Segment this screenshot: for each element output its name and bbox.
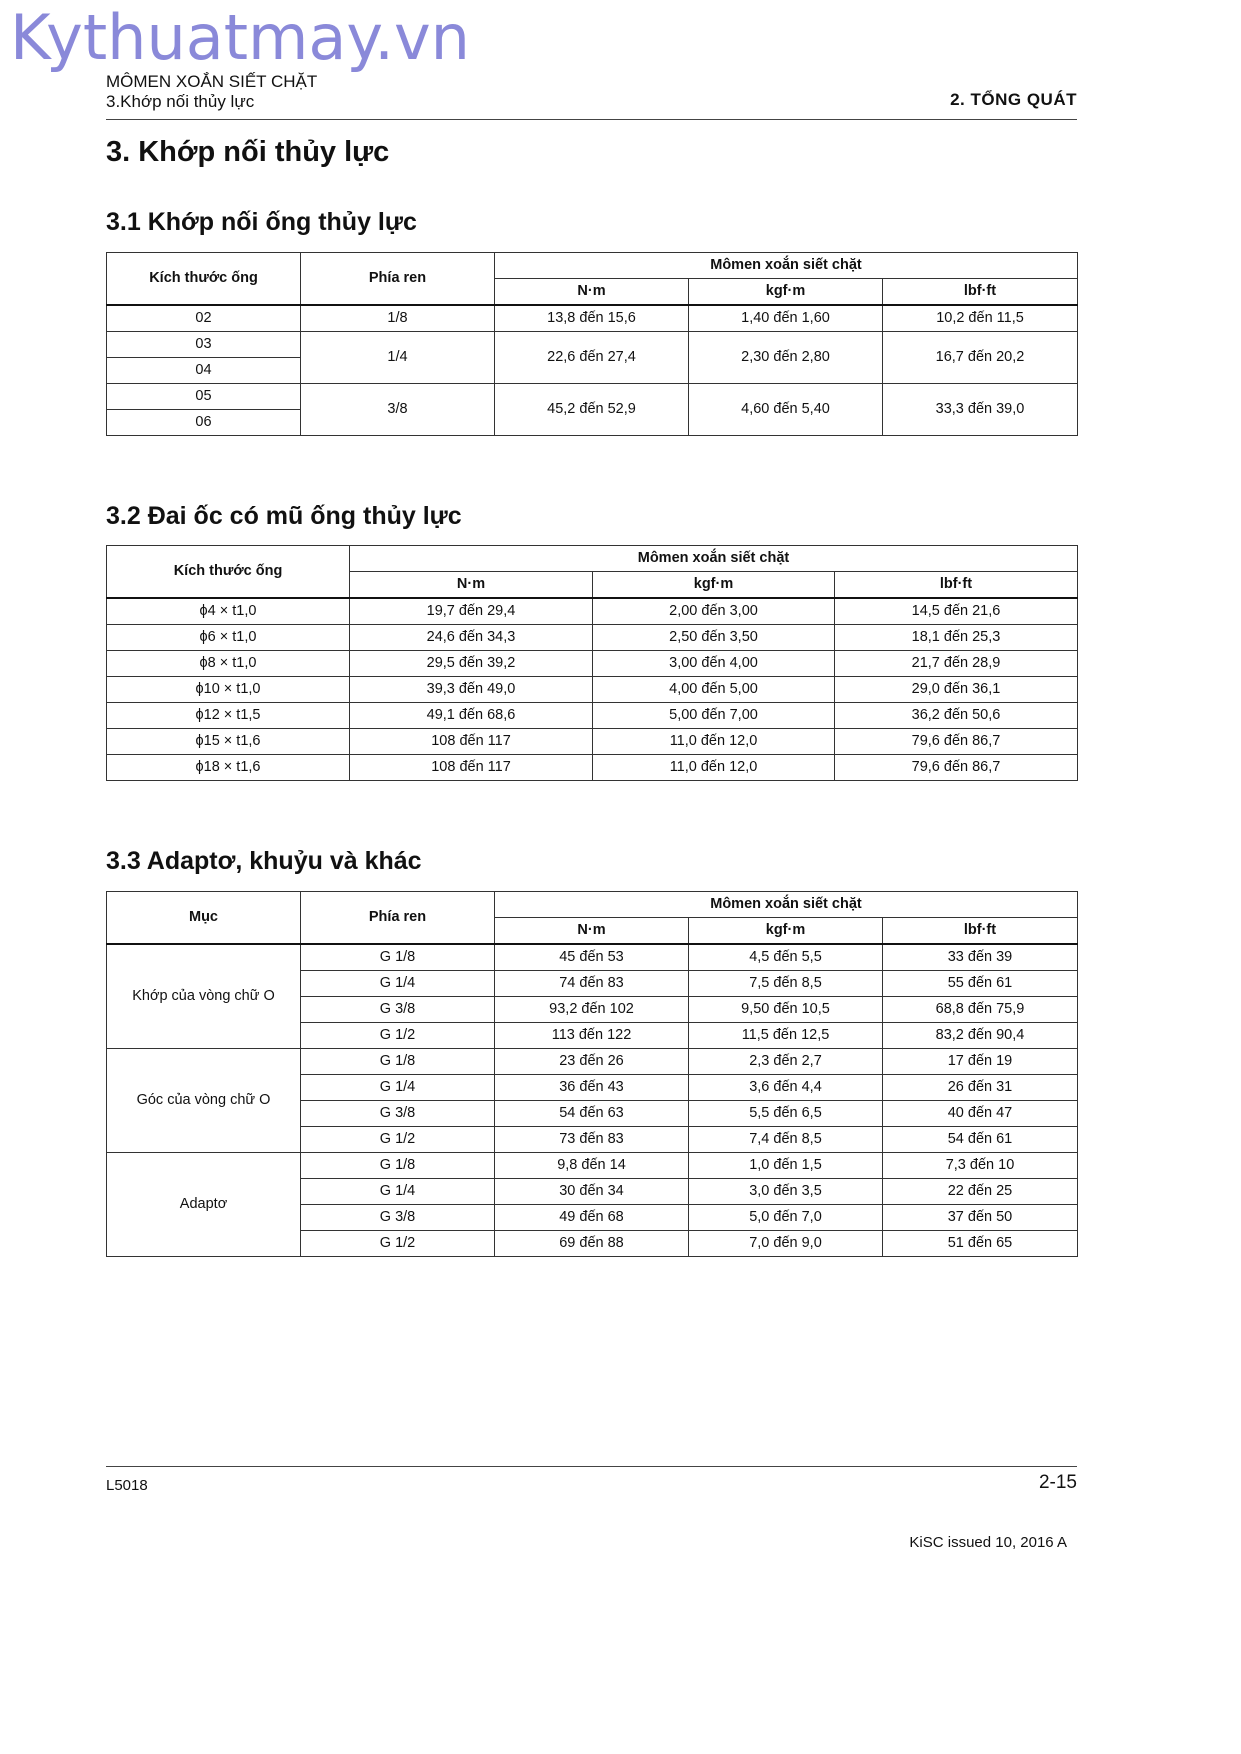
table-row: [107, 598, 1078, 625]
pipe-size-cell: ϕ6 × t1,0: [107, 625, 350, 651]
item-cell: Khớp của vòng chữ O: [107, 944, 301, 1049]
torque-lbfft-cell: 79,6 đến 86,7: [835, 755, 1078, 781]
torque-lbfft-cell: 40 đến 47: [883, 1101, 1078, 1127]
column-header-item: Mục: [107, 892, 301, 945]
header-chapter: MÔMEN XOẮN SIẾT CHẶT: [106, 72, 318, 91]
thread-cell: 1/4: [301, 332, 495, 384]
thread-cell: G 1/2: [301, 1127, 495, 1153]
pipe-size-cell: ϕ15 × t1,6: [107, 729, 350, 755]
item-cell: Adaptơ: [107, 1153, 301, 1257]
torque-nm-cell: 23 đến 26: [495, 1049, 689, 1075]
pipe-size-cell: ϕ18 × t1,6: [107, 755, 350, 781]
header-subsection: 3.Khớp nối thủy lực: [106, 92, 255, 111]
pipe-size-cell: ϕ10 × t1,0: [107, 677, 350, 703]
torque-nm-cell: 30 đến 34: [495, 1179, 689, 1205]
torque-lbfft-cell: 14,5 đến 21,6: [835, 598, 1078, 625]
unit-header-lbfft: lbf·ft: [883, 918, 1078, 945]
torque-nm-cell: 39,3 đến 49,0: [350, 677, 593, 703]
thread-cell: 1/8: [301, 305, 495, 332]
torque-nm-cell: 22,6 đến 27,4: [495, 332, 689, 384]
thread-cell: G 3/8: [301, 1205, 495, 1231]
torque-nm-cell: 36 đến 43: [495, 1075, 689, 1101]
torque-kgfm-cell: 9,50 đến 10,5: [689, 997, 883, 1023]
torque-kgfm-cell: 2,30 đến 2,80: [689, 332, 883, 384]
running-header: [106, 72, 317, 112]
unit-header-lbfft: lbf·ft: [835, 572, 1078, 599]
torque-kgfm-cell: 11,0 đến 12,0: [593, 729, 835, 755]
torque-kgfm-cell: 11,0 đến 12,0: [593, 755, 835, 781]
torque-lbfft-cell: 10,2 đến 11,5: [883, 305, 1078, 332]
pipe-size-cell: 05: [107, 384, 301, 410]
torque-lbfft-cell: 22 đến 25: [883, 1179, 1078, 1205]
torque-lbfft-cell: 7,3 đến 10: [883, 1153, 1078, 1179]
column-header-size: Kích thước ống: [107, 546, 350, 599]
table-row: [107, 305, 1078, 332]
torque-lbfft-cell: 55 đến 61: [883, 971, 1078, 997]
table-row: [107, 944, 1078, 971]
torque-kgfm-cell: 7,5 đến 8,5: [689, 971, 883, 997]
thread-cell: G 3/8: [301, 997, 495, 1023]
table-header-row: [107, 253, 1078, 279]
section-heading-3-1: 3.1 Khớp nối ống thủy lực: [106, 208, 417, 236]
torque-lbfft-cell: 17 đến 19: [883, 1049, 1078, 1075]
unit-header-kgfm: kgf·m: [689, 918, 883, 945]
torque-nm-cell: 54 đến 63: [495, 1101, 689, 1127]
unit-header-kgfm: kgf·m: [593, 572, 835, 599]
torque-lbfft-cell: 33 đến 39: [883, 944, 1078, 971]
torque-nm-cell: 49 đến 68: [495, 1205, 689, 1231]
watermark-logo: Kythuatmay.vn: [10, 1, 470, 74]
table-row: [107, 755, 1078, 781]
torque-kgfm-cell: 3,6 đến 4,4: [689, 1075, 883, 1101]
torque-nm-cell: 49,1 đến 68,6: [350, 703, 593, 729]
table-row: [107, 651, 1078, 677]
thread-cell: G 1/8: [301, 944, 495, 971]
pipe-size-cell: 04: [107, 358, 301, 384]
torque-nm-cell: 24,6 đến 34,3: [350, 625, 593, 651]
header-divider: [106, 119, 1077, 120]
torque-kgfm-cell: 4,00 đến 5,00: [593, 677, 835, 703]
column-header-thread: Phía ren: [301, 892, 495, 945]
table-row: [107, 625, 1078, 651]
hydraulic-fitting-torque-table: [106, 252, 1078, 436]
unit-header-nm: N·m: [495, 279, 689, 306]
footer-divider: [106, 1466, 1077, 1467]
torque-nm-cell: 108 đến 117: [350, 729, 593, 755]
torque-nm-cell: 45 đến 53: [495, 944, 689, 971]
torque-kgfm-cell: 11,5 đến 12,5: [689, 1023, 883, 1049]
torque-lbfft-cell: 16,7 đến 20,2: [883, 332, 1078, 384]
torque-lbfft-cell: 33,3 đến 39,0: [883, 384, 1078, 436]
torque-kgfm-cell: 2,50 đến 3,50: [593, 625, 835, 651]
thread-cell: G 3/8: [301, 1101, 495, 1127]
table-row: [107, 384, 1078, 410]
table-row: [107, 332, 1078, 358]
torque-lbfft-cell: 21,7 đến 28,9: [835, 651, 1078, 677]
table-row: [107, 729, 1078, 755]
header-section: 2. TỔNG QUÁT: [950, 90, 1077, 109]
torque-nm-cell: 45,2 đến 52,9: [495, 384, 689, 436]
torque-kgfm-cell: 4,60 đến 5,40: [689, 384, 883, 436]
pipe-size-cell: 02: [107, 305, 301, 332]
torque-lbfft-cell: 51 đến 65: [883, 1231, 1078, 1257]
unit-header-nm: N·m: [350, 572, 593, 599]
thread-cell: G 1/4: [301, 971, 495, 997]
torque-kgfm-cell: 7,0 đến 9,0: [689, 1231, 883, 1257]
section-heading-3-3: 3.3 Adaptơ, khuỷu và khác: [106, 847, 422, 875]
item-cell: Góc của vòng chữ O: [107, 1049, 301, 1153]
torque-lbfft-cell: 36,2 đến 50,6: [835, 703, 1078, 729]
adapter-elbow-torque-table: [106, 891, 1078, 1257]
thread-cell: 3/8: [301, 384, 495, 436]
torque-kgfm-cell: 4,5 đến 5,5: [689, 944, 883, 971]
unit-header-lbfft: lbf·ft: [883, 279, 1078, 306]
page-number: 2-15: [1038, 1472, 1077, 1493]
section-heading-3-2: 3.2 Đai ốc có mũ ống thủy lực: [106, 502, 462, 530]
torque-nm-cell: 93,2 đến 102: [495, 997, 689, 1023]
torque-nm-cell: 19,7 đến 29,4: [350, 598, 593, 625]
torque-nm-cell: 9,8 đến 14: [495, 1153, 689, 1179]
torque-nm-cell: 113 đến 122: [495, 1023, 689, 1049]
torque-nm-cell: 108 đến 117: [350, 755, 593, 781]
column-header-size: Kích thước ống: [107, 253, 301, 306]
thread-cell: G 1/2: [301, 1023, 495, 1049]
column-header-torque: Mômen xoắn siết chặt: [495, 253, 1078, 279]
table-header-row: [107, 892, 1078, 918]
torque-nm-cell: 13,8 đến 15,6: [495, 305, 689, 332]
torque-nm-cell: 73 đến 83: [495, 1127, 689, 1153]
torque-kgfm-cell: 7,4 đến 8,5: [689, 1127, 883, 1153]
unit-header-nm: N·m: [495, 918, 689, 945]
table-row: [107, 677, 1078, 703]
torque-kgfm-cell: 5,5 đến 6,5: [689, 1101, 883, 1127]
column-header-thread: Phía ren: [301, 253, 495, 306]
torque-kgfm-cell: 1,40 đến 1,60: [689, 305, 883, 332]
table-header-row: [107, 546, 1078, 572]
unit-header-kgfm: kgf·m: [689, 279, 883, 306]
pipe-size-cell: ϕ8 × t1,0: [107, 651, 350, 677]
issue-note: KiSC issued 10, 2016 A: [909, 1534, 1067, 1551]
torque-lbfft-cell: 68,8 đến 75,9: [883, 997, 1078, 1023]
thread-cell: G 1/4: [301, 1075, 495, 1101]
document-code: L5018: [106, 1477, 148, 1494]
torque-kgfm-cell: 5,0 đến 7,0: [689, 1205, 883, 1231]
table-row: [107, 1049, 1078, 1075]
torque-lbfft-cell: 18,1 đến 25,3: [835, 625, 1078, 651]
torque-kgfm-cell: 2,3 đến 2,7: [689, 1049, 883, 1075]
thread-cell: G 1/8: [301, 1153, 495, 1179]
torque-lbfft-cell: 79,6 đến 86,7: [835, 729, 1078, 755]
table-row: [107, 703, 1078, 729]
thread-cell: G 1/2: [301, 1231, 495, 1257]
torque-nm-cell: 74 đến 83: [495, 971, 689, 997]
torque-lbfft-cell: 83,2 đến 90,4: [883, 1023, 1078, 1049]
torque-kgfm-cell: 1,0 đến 1,5: [689, 1153, 883, 1179]
torque-nm-cell: 69 đến 88: [495, 1231, 689, 1257]
hydraulic-cap-nut-torque-table: [106, 545, 1078, 781]
pipe-size-cell: 06: [107, 410, 301, 436]
pipe-size-cell: ϕ4 × t1,0: [107, 598, 350, 625]
torque-kgfm-cell: 2,00 đến 3,00: [593, 598, 835, 625]
thread-cell: G 1/8: [301, 1049, 495, 1075]
page-title: 3. Khớp nối thủy lực: [106, 136, 390, 168]
pipe-size-cell: ϕ12 × t1,5: [107, 703, 350, 729]
torque-nm-cell: 29,5 đến 39,2: [350, 651, 593, 677]
torque-lbfft-cell: 29,0 đến 36,1: [835, 677, 1078, 703]
column-header-torque: Mômen xoắn siết chặt: [350, 546, 1078, 572]
torque-lbfft-cell: 37 đến 50: [883, 1205, 1078, 1231]
pipe-size-cell: 03: [107, 332, 301, 358]
torque-kgfm-cell: 5,00 đến 7,00: [593, 703, 835, 729]
torque-kgfm-cell: 3,00 đến 4,00: [593, 651, 835, 677]
torque-lbfft-cell: 26 đến 31: [883, 1075, 1078, 1101]
thread-cell: G 1/4: [301, 1179, 495, 1205]
torque-kgfm-cell: 3,0 đến 3,5: [689, 1179, 883, 1205]
column-header-torque: Mômen xoắn siết chặt: [495, 892, 1078, 918]
table-row: [107, 1153, 1078, 1179]
torque-lbfft-cell: 54 đến 61: [883, 1127, 1078, 1153]
